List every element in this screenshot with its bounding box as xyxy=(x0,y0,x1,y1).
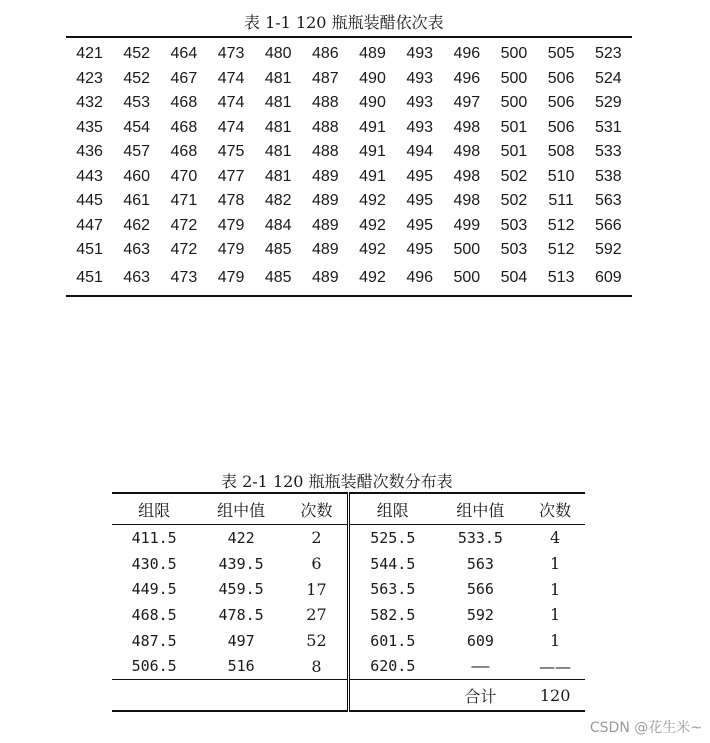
table-cell: 2 xyxy=(286,525,349,551)
table-cell: 454 xyxy=(123,118,151,136)
table-cell: 490 xyxy=(359,94,386,112)
table-cell: 496 xyxy=(453,69,481,87)
table-cell: 488 xyxy=(312,94,339,112)
column-header-count-left: 次数 xyxy=(286,493,349,525)
table-cell: 506 xyxy=(547,94,575,112)
table-cell: 8 xyxy=(286,653,349,679)
table-cell: 430.5 xyxy=(131,554,177,573)
table-cell: 508 xyxy=(547,143,575,161)
table-row xyxy=(112,653,585,679)
table-row xyxy=(66,238,632,263)
table-cell: 463 xyxy=(123,241,151,259)
table-cell: 506.5 xyxy=(131,657,177,676)
table-cell: 488 xyxy=(312,143,339,161)
table-cell: 27 xyxy=(286,602,349,628)
table-cell: 468 xyxy=(170,94,198,112)
table-cell: 477 xyxy=(217,167,245,185)
table-cell: 481 xyxy=(264,118,292,136)
table-cell: 490 xyxy=(359,69,386,87)
table-cell: 500 xyxy=(453,241,481,259)
table-cell: 52 xyxy=(286,628,349,654)
table-cell: 563 xyxy=(595,192,622,210)
table-cell: 478.5 xyxy=(218,605,264,624)
table-cell: 482 xyxy=(264,192,292,210)
table-cell: 1 xyxy=(550,579,561,599)
table-cell: 495 xyxy=(406,216,434,234)
table-cell: 421 xyxy=(76,45,103,63)
table-cell: 468 xyxy=(170,118,198,136)
table-cell: 498 xyxy=(453,143,481,161)
table-cell: 493 xyxy=(406,45,434,63)
table-cell: —— xyxy=(539,656,572,676)
table-cell: 533.5 xyxy=(457,528,503,547)
table-cell: 525.5 xyxy=(370,528,416,547)
table-cell: 492 xyxy=(359,192,386,210)
table-cell: 531 xyxy=(595,118,622,136)
table-header-row xyxy=(112,493,585,525)
table-cell: 498 xyxy=(453,167,481,185)
table-cell: 500 xyxy=(453,268,481,286)
table-cell: 493 xyxy=(406,94,434,112)
table-row xyxy=(66,140,632,165)
table-cell: —— xyxy=(471,657,490,676)
table-cell: 489 xyxy=(312,192,339,210)
table-cell: 452 xyxy=(123,45,151,63)
table-cell: 445 xyxy=(76,192,103,210)
table-cell: 451 xyxy=(76,241,103,259)
table-cell: 487 xyxy=(312,69,339,87)
table-cell: 497 xyxy=(227,631,255,650)
table-row xyxy=(66,116,632,141)
table-row xyxy=(112,576,585,602)
table-cell: 1 xyxy=(550,605,561,625)
table-cell: 516 xyxy=(227,657,255,676)
table-row xyxy=(66,165,632,190)
table-cell: 493 xyxy=(406,118,434,136)
table-cell: 468.5 xyxy=(131,605,177,624)
table-cell: 511 xyxy=(548,192,574,210)
table-row xyxy=(66,263,632,296)
table-cell: 563.5 xyxy=(370,580,416,599)
table-cell: 475 xyxy=(217,143,245,161)
table-cell: 457 xyxy=(123,143,151,161)
table-cell: 485 xyxy=(264,241,292,259)
table-cell: 491 xyxy=(359,118,386,136)
table-cell: 439.5 xyxy=(218,554,264,573)
table-row xyxy=(112,551,585,577)
table-cell: 452 xyxy=(123,69,151,87)
table-cell: 601.5 xyxy=(370,631,416,650)
table-cell: 533 xyxy=(595,143,622,161)
table-cell: 4 xyxy=(550,528,561,548)
table-cell: 609 xyxy=(466,631,494,650)
table-cell: 478 xyxy=(217,192,245,210)
table-cell: 500 xyxy=(500,94,528,112)
table-cell: 473 xyxy=(217,45,245,63)
column-header-midpoint-left: 组中值 xyxy=(196,493,286,525)
column-header-limit-left: 组限 xyxy=(112,493,196,525)
table-cell: 489 xyxy=(312,216,339,234)
column-header-limit-right: 组限 xyxy=(348,493,435,525)
table-cell: 498 xyxy=(453,192,481,210)
table-cell: 473 xyxy=(170,268,198,286)
table-cell: 484 xyxy=(264,216,292,234)
table-cell: 544.5 xyxy=(370,554,416,573)
table-cell: 461 xyxy=(123,192,151,210)
table-cell: 582.5 xyxy=(370,605,416,624)
table-cell: 492 xyxy=(359,216,386,234)
table-cell: 489 xyxy=(359,45,386,63)
table-row xyxy=(112,628,585,654)
total-label: 合计 xyxy=(436,680,526,712)
table-cell: 423 xyxy=(76,69,103,87)
table-cell: 529 xyxy=(595,94,622,112)
table-cell: 480 xyxy=(264,45,292,63)
table-cell: 498 xyxy=(453,118,481,136)
table-cell: 435 xyxy=(76,118,103,136)
column-header-midpoint-right: 组中值 xyxy=(436,493,526,525)
table-cell: 468 xyxy=(170,143,198,161)
table-cell: 459.5 xyxy=(218,580,264,599)
table-cell: 566 xyxy=(595,216,622,234)
table-cell: 510 xyxy=(547,167,575,185)
frequency-distribution-table xyxy=(112,492,585,712)
table-cell: 500 xyxy=(500,45,528,63)
table-cell: 488 xyxy=(312,118,339,136)
table-cell: 463 xyxy=(123,268,151,286)
table-cell: 497 xyxy=(453,94,481,112)
table-cell: 447 xyxy=(76,216,103,234)
table-row xyxy=(66,37,632,67)
table-cell: 17 xyxy=(286,576,349,602)
total-row xyxy=(112,680,585,712)
table-cell: 470 xyxy=(170,167,198,185)
table-cell: 495 xyxy=(406,241,434,259)
table-cell: 506 xyxy=(547,69,575,87)
table-cell: 495 xyxy=(406,192,434,210)
table-cell: 422 xyxy=(227,528,255,547)
table-cell: 451 xyxy=(76,268,103,286)
table-cell: 502 xyxy=(500,167,528,185)
table-cell: 513 xyxy=(547,268,575,286)
table-cell: 471 xyxy=(170,192,198,210)
table-cell: 443 xyxy=(76,167,103,185)
table-cell: 6 xyxy=(286,551,349,577)
table-cell: 492 xyxy=(359,241,386,259)
table-cell: 487.5 xyxy=(131,631,177,650)
table-row xyxy=(112,602,585,628)
table-cell: 512 xyxy=(547,241,575,259)
table-row xyxy=(66,214,632,239)
table-cell: 592 xyxy=(466,605,494,624)
table-cell: 411.5 xyxy=(131,528,177,547)
table-cell: 467 xyxy=(170,69,198,87)
table-cell: 489 xyxy=(312,268,339,286)
table-cell: 566 xyxy=(466,580,494,599)
table-cell: 479 xyxy=(217,241,245,259)
table-cell: 499 xyxy=(453,216,481,234)
table-cell: 503 xyxy=(500,216,528,234)
table-cell: 481 xyxy=(264,167,292,185)
table-cell: 492 xyxy=(359,268,386,286)
table-cell: 481 xyxy=(264,143,292,161)
table-cell: 486 xyxy=(312,45,339,63)
table-cell: 462 xyxy=(123,216,151,234)
table-cell: 506 xyxy=(547,118,575,136)
table-cell: 512 xyxy=(547,216,575,234)
sequence-table xyxy=(66,36,632,297)
table-cell: 493 xyxy=(406,69,434,87)
table-cell: 453 xyxy=(123,94,151,112)
table-cell: 432 xyxy=(76,94,103,112)
watermark: CSDN @花生米~ xyxy=(589,720,702,736)
table-row xyxy=(112,525,585,551)
table-cell: 495 xyxy=(406,167,434,185)
table-cell: 538 xyxy=(595,167,622,185)
table-cell: 592 xyxy=(595,241,622,259)
total-value: 120 xyxy=(525,680,585,712)
table-cell: 489 xyxy=(312,167,339,185)
table-cell: 524 xyxy=(595,69,622,87)
table-cell: 501 xyxy=(500,143,528,161)
table1-caption: 表 1-1 120 瓶瓶装醋依次表 xyxy=(244,13,444,32)
table-cell: 496 xyxy=(406,268,434,286)
table-cell: 502 xyxy=(500,192,528,210)
table-cell: 481 xyxy=(264,94,292,112)
table-cell: 460 xyxy=(123,167,151,185)
table2-caption: 表 2-1 120 瓶瓶装醋次数分布表 xyxy=(221,472,453,491)
table-cell: 501 xyxy=(500,118,528,136)
table-cell: 485 xyxy=(264,268,292,286)
table-row xyxy=(66,189,632,214)
table-cell: 620.5 xyxy=(370,657,416,676)
table-cell: 496 xyxy=(453,45,481,63)
table-row xyxy=(66,91,632,116)
table-cell: 491 xyxy=(359,167,386,185)
table-cell: 1 xyxy=(550,554,561,574)
table-cell: 474 xyxy=(217,69,245,87)
table-cell: 481 xyxy=(264,69,292,87)
table-row xyxy=(66,67,632,92)
table-cell: 609 xyxy=(595,268,622,286)
table-cell: 500 xyxy=(500,69,528,87)
table-cell: 479 xyxy=(217,268,245,286)
table-cell: 474 xyxy=(217,118,245,136)
table-cell: 449.5 xyxy=(131,580,177,599)
table-cell: 523 xyxy=(595,45,622,63)
table-cell: 472 xyxy=(170,241,198,259)
table-cell: 503 xyxy=(500,241,528,259)
table-cell: 563 xyxy=(466,554,494,573)
table-cell: 489 xyxy=(312,241,339,259)
column-header-count-right: 次数 xyxy=(525,493,585,525)
table-cell: 436 xyxy=(76,143,103,161)
table-cell: 464 xyxy=(170,45,198,63)
table-cell: 505 xyxy=(547,45,575,63)
table-cell: 504 xyxy=(500,268,528,286)
table-cell: 474 xyxy=(217,94,245,112)
table-cell: 491 xyxy=(359,143,386,161)
table-cell: 472 xyxy=(170,216,198,234)
table-cell: 1 xyxy=(550,631,561,651)
table-cell: 494 xyxy=(406,143,434,161)
table-cell: 479 xyxy=(217,216,245,234)
